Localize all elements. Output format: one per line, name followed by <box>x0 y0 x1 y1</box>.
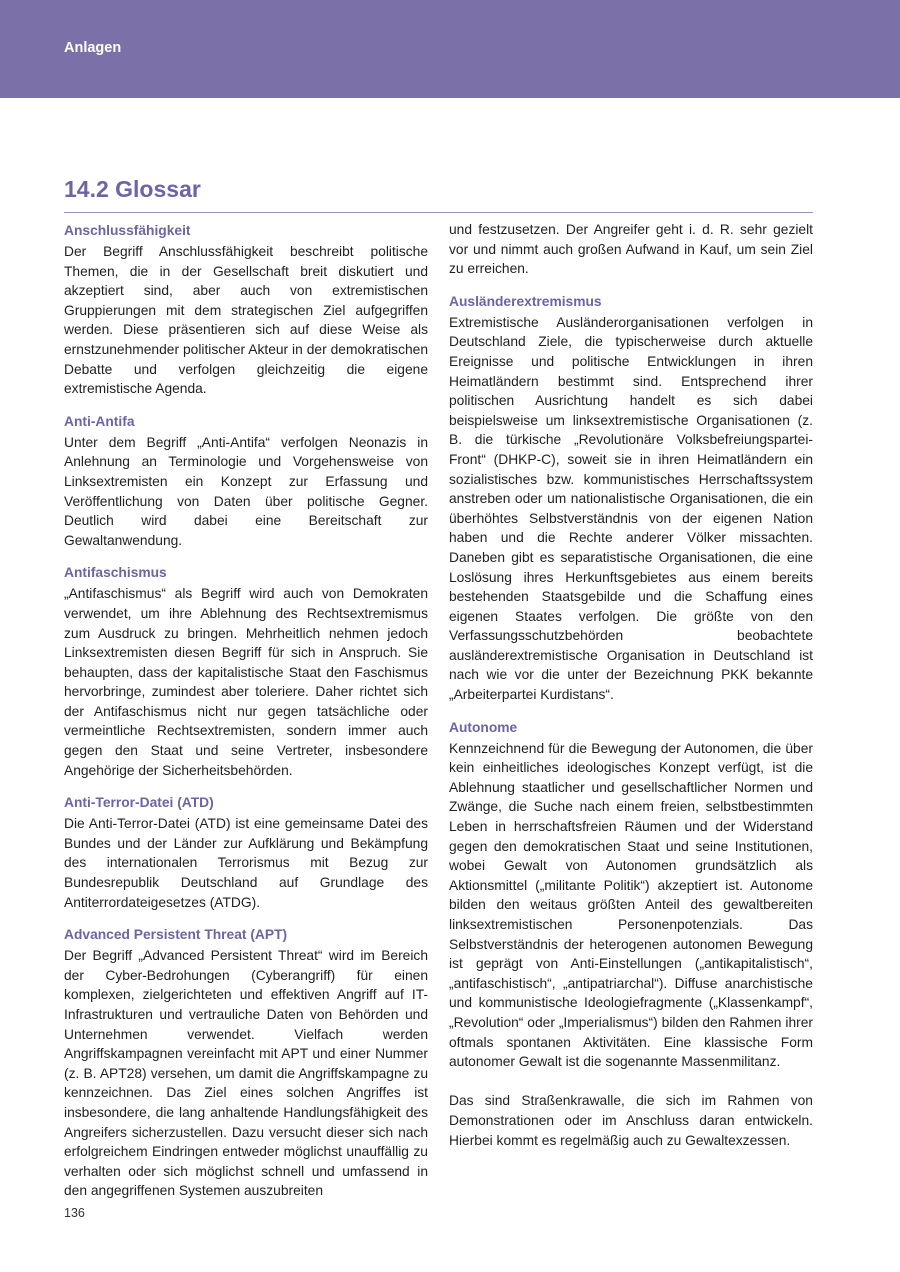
glossary-definition-paragraph-2: Das sind Straßenkrawalle, die sich im Rahmen von Demonstrationen oder im Anschluss daran entwickeln. Hierbei kommt es regelmäßig auch zu Gewaltexzessen. <box>449 1093 813 1148</box>
glossary-term: Antifaschismus <box>64 565 167 581</box>
glossary-definition: Der Begriff „Advanced Persistent Threat“ wird im Bereich der Cyber-Bedrohungen (Cyberangriff) für einen komplexen, zielgerichteten und effektiven Angriff auf IT-Infrastrukturen und vertrauliche Daten von Behörden und Unternehmen verwendet. Vielfach werden Angriffskampagnen vereinfacht mit APT und einer Nummer (z. B. APT28) versehen, um damit die Angriffskampagne zu kennzeichnen. Das Ziel eines solchen Angriffes ist insbesondere, die lang anhaltende Handlungsfähigkeit des Angreifers sicherzustellen. Dazu versucht dieser sich nach erfolgreichem Eindringen entweder möglichst unauffällig zu verhalten oder sich möglichst schnell und umfassend in den angegriffenen Systemen auszubreiten <box>64 948 428 1199</box>
glossary-entry-anti-terror-datei <box>64 792 428 912</box>
glossary-entry-autonome <box>449 717 813 1150</box>
header-band <box>0 0 900 98</box>
glossary-term: Anti-Antifa <box>64 413 135 429</box>
glossary-entry-auslaenderextremismus <box>449 291 813 705</box>
glossary-definition: Der Begriff Anschlussfähigkeit beschreibt politische Themen, die in der Gesellschaft breit diskutiert und akzeptiert sind, aber auch von extremistischen Gruppierungen mit dem strategischen Ziel aufgegriffen werden. Diese präsentieren sich auf diese Weise als ernstzunehmender politischer Akteur in der demokratischen Debatte und verfolgen gleichzeitig die eigene extremistische Agenda. <box>64 244 428 397</box>
glossary-term: Advanced Persistent Threat (APT) <box>64 927 288 943</box>
glossary-term: Anti-Terror-Datei (ATD) <box>64 795 214 811</box>
title-divider <box>64 212 813 213</box>
section-title: 14.2 Glossar <box>64 176 201 202</box>
glossary-definition: Die Anti-Terror-Datei (ATD) ist eine gemeinsame Datei des Bundes und der Länder zur Aufklärung und Bekämpfung des internationalen Terrorismus mit Bezug zur Bundesrepublik Deutschland auf Grundlage des Antiterrordateigesetzes (ATDG). <box>64 816 428 910</box>
glossary-definition: Unter dem Begriff „Anti-Antifa“ verfolgen Neonazis in Anlehnung an Terminologie und Vorgehensweise von Linksextremisten ein Konzept zur Erfassung und Veröffentlichung von Daten über politische Gegner. Deutlich wird dabei eine Bereitschaft zur Gewaltanwendung. <box>64 434 428 548</box>
glossary-term: Anschlussfähigkeit <box>64 223 191 238</box>
left-column <box>64 220 428 1213</box>
glossary-definition: „Antifaschismus“ als Begriff wird auch von Demokraten verwendet, um ihre Ablehnung des Rechtsextremismus zum Ausdruck zu bringen. Mehrheitlich nehmen jedoch Linksextremisten diesen Begriff für sich in Anspruch. Sie behaupten, dass der kapitalistische Staat den Faschismus hervorbringe, zumindest aber toleriere. Daher richtet sich der Antifaschismus nicht nur gegen tatsächliche oder vermeintliche Rechtsextremisten, sondern immer auch gegen den Staat und seine Vertreter, insbesondere Angehörige der Sicherheitsbehörden. <box>64 586 428 778</box>
glossary-entry-antifaschismus <box>64 562 428 780</box>
right-column <box>449 220 813 1162</box>
glossary-definition: Extremistische Ausländerorganisationen verfolgen in Deutschland Ziele, die typischerweise durch aktuelle Ereignisse und politische Entwicklungen in ihren Heimatländern bestimmt sind. Entsprechend ihrer politischen Ausrichtung handelt es sich dabei beispielsweise um linksextremistische Organisationen (z. B. die türkische „Revolutionäre Volksbefreiungspartei-Front“ (DHKP-C), soweit sie in ihren Heimatländern ein sozialistisches bzw. kommunistisches Herrschaftssystem anstreben oder um nationalistische Organisationen, die ein überhöhtes Selbstverständnis von der eigenen Nation haben und die Rechte anderer Völker missachten. Daneben gibt es separatistische Organisationen, die eine Loslösung ihres Herkunftsgebietes aus einem bereits bestehenden Staatsgebilde und die Schaffung eines eigenen Staates verfolgen. Die größte von den Verfassungsschutzbehörden beobachtete ausländerextremistische Organisation in Deutschland ist nach wie vor die unter der Bezeichnung PKK bekannte „Arbeiterpartei Kurdistans“. <box>449 314 813 703</box>
apt-definition-continuation: und festzusetzen. Der Angreifer geht i. d. R. sehr gezielt vor und nimmt auch großen Aufwand in Kauf, um sein Ziel zu erreichen. <box>449 222 813 277</box>
glossary-entry-apt <box>64 924 428 1201</box>
glossary-entry-anschlussfaehigkeit <box>64 220 428 399</box>
page-number: 136 <box>64 1206 85 1220</box>
glossary-term: Ausländerextremismus <box>449 293 602 309</box>
glossary-term: Autonome <box>449 719 518 735</box>
header-label: Anlagen <box>64 40 122 56</box>
glossary-definition: Kennzeichnend für die Bewegung der Autonomen, die über kein einheitliches ideologisches Konzept verfügt, ist die Ablehnung staatlicher und gesellschaftlicher Normen und Zwänge, die Suche nach einem freien, selbstbestimmten Leben in herrschaftsfreien Räumen und der Widerstand gegen den demokratischen Staat und seine Institutionen, wobei Gewalt von Autonomen grundsätzlich als Aktionsmittel („militante Politik“) akzeptiert ist. Autonome bilden den weitaus größten Anteil des gewaltbereiten linksextremistischen Personenpotenzials. Das Selbstverständnis der heterogenen autonomen Bewegung ist geprägt von Anti-Einstellungen („antikapitalistisch“, „antifaschistisch“, „antipatriarchal“). Diffuse anarchistische und kommunistische Ideologiefragmente („Klassenkampf“, „Revolution“ oder „Imperialismus“) bilden den Rahmen ihrer oftmals spontanen Aktivitäten. Eine klassische Form autonomer Gewalt ist die sogenannte Massenmilitanz. <box>449 740 813 1070</box>
glossary-entry-anti-antifa <box>64 411 428 551</box>
